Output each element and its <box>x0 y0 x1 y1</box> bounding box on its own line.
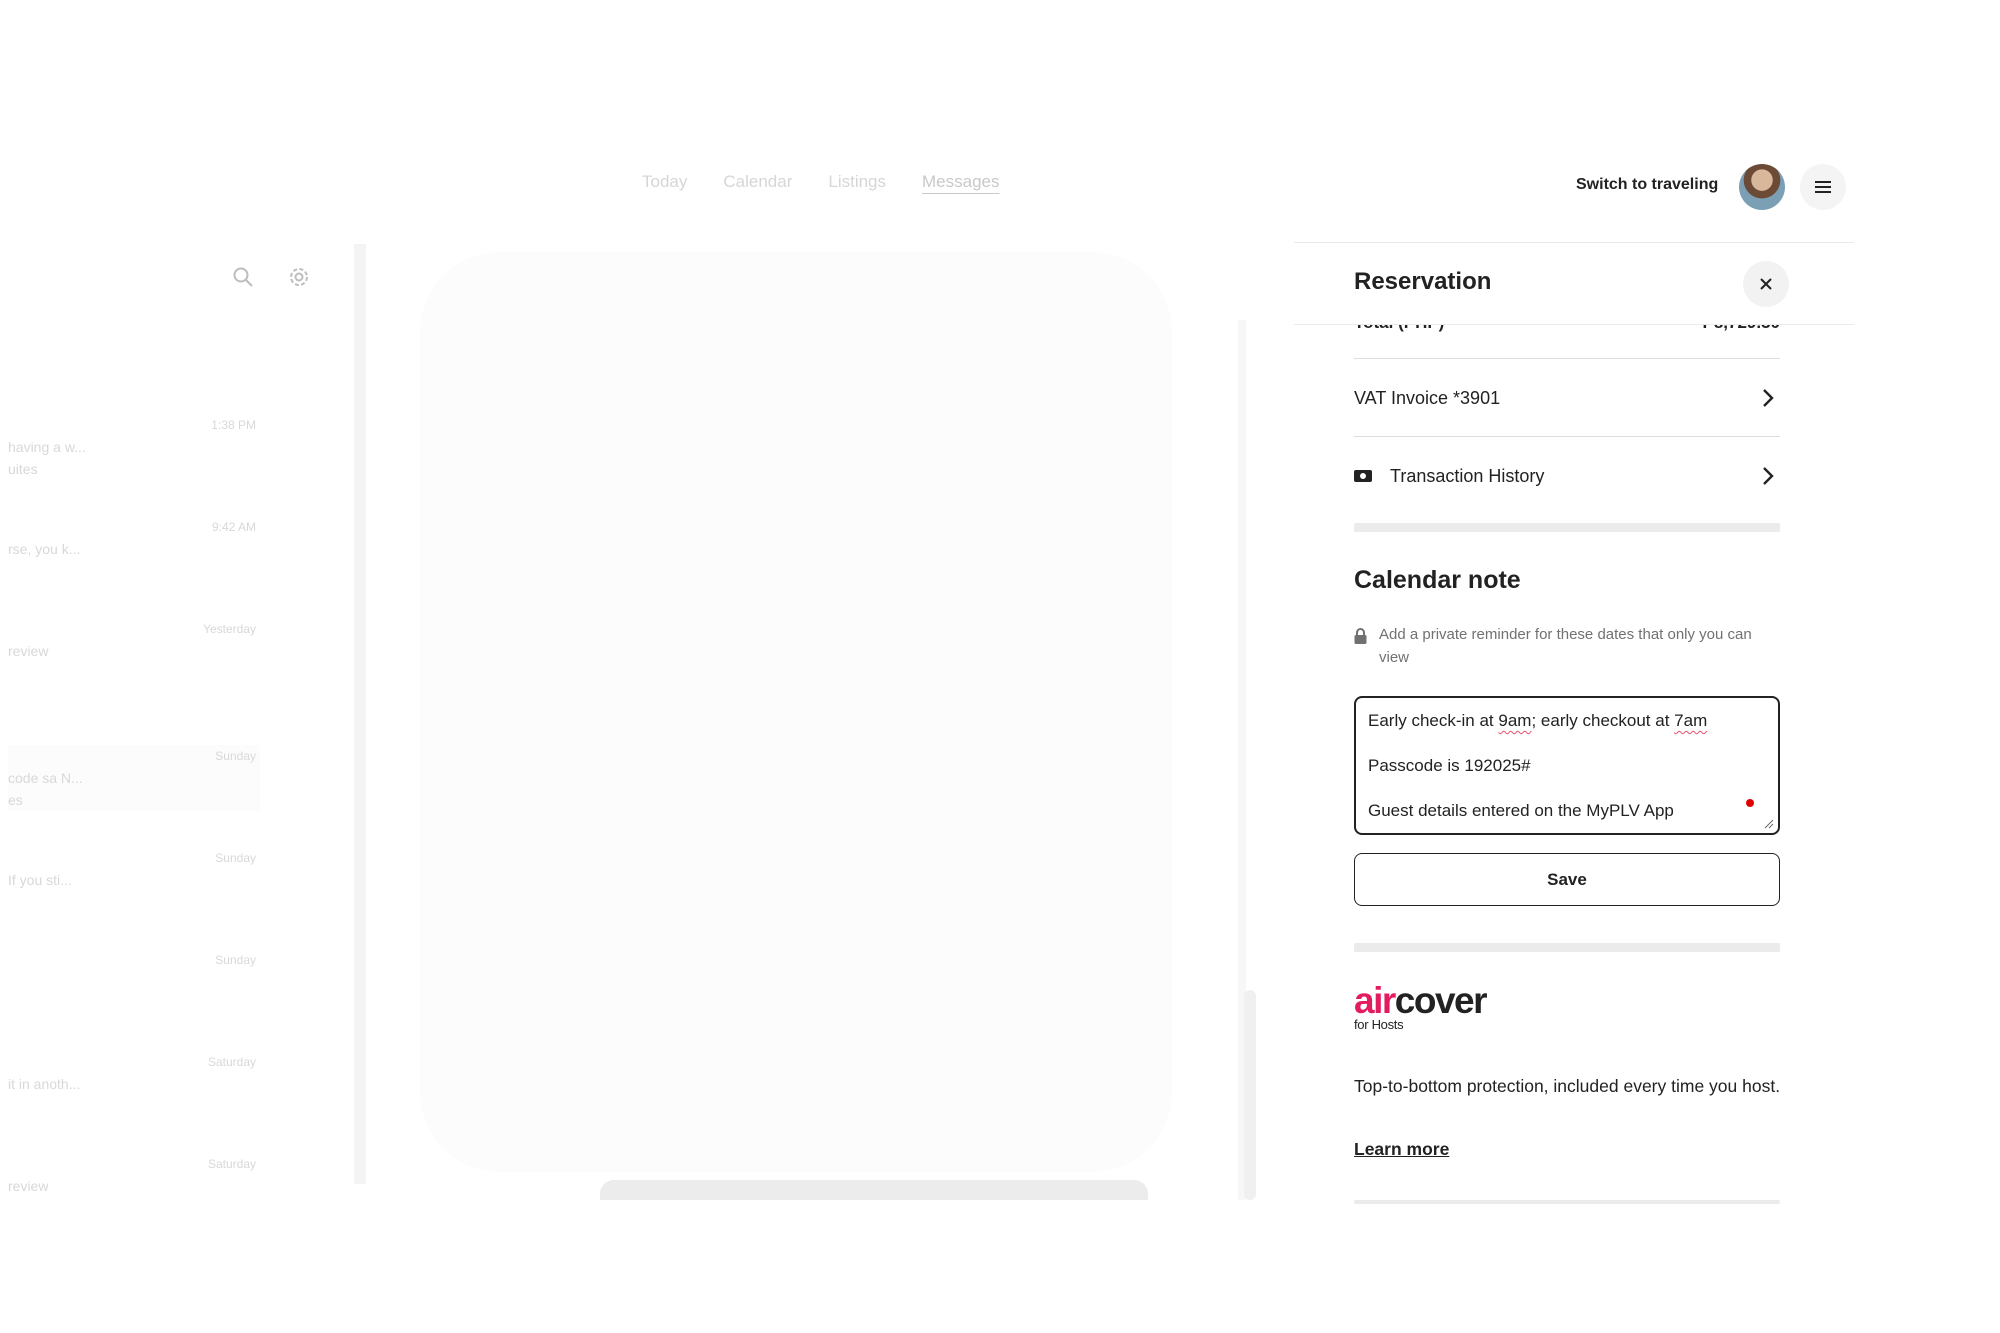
hamburger-menu-icon <box>1814 180 1832 194</box>
list-item[interactable]: 9:42 AM rse, you k... <box>8 520 256 557</box>
close-icon <box>1759 277 1773 291</box>
tab-listings[interactable]: Listings <box>828 172 887 191</box>
panel-title: Reservation <box>1354 268 1492 295</box>
switch-to-traveling-button[interactable]: Switch to traveling <box>1576 176 1719 193</box>
learn-more-link[interactable]: Learn more <box>1354 1139 1450 1159</box>
note-text: ; early checkout at <box>1531 711 1675 730</box>
private-note-hint <box>1354 623 1780 669</box>
close-button[interactable] <box>1743 261 1789 307</box>
note-text: 9am <box>1498 711 1532 730</box>
avatar[interactable] <box>1739 164 1785 210</box>
vat-invoice-label: VAT Invoice *3901 <box>1354 387 1501 408</box>
aircover-logo-sub: for Hosts <box>1354 1017 1404 1032</box>
panel-header <box>1294 243 1854 325</box>
resize-handle-icon[interactable] <box>1762 817 1774 829</box>
note-text: 7am <box>1674 711 1708 730</box>
message-list-toolbar <box>232 266 310 288</box>
note-text: Passcode is 192025# <box>1368 756 1531 775</box>
save-button[interactable]: Save <box>1354 853 1780 906</box>
note-text: Guest details entered on the MyPLV App <box>1368 801 1674 820</box>
menu-button[interactable] <box>1800 164 1846 210</box>
section-divider <box>1354 1200 1780 1204</box>
aircover-logo <box>1354 980 1486 1032</box>
tab-messages[interactable]: Messages <box>922 172 1000 191</box>
protection-text: Top-to-bottom protection, included every time you host. <box>1354 1076 1781 1096</box>
list-item[interactable]: Saturday it in anoth... <box>8 1055 256 1092</box>
composer-placeholder <box>600 1180 1148 1200</box>
conversation-scrollbar[interactable] <box>1244 990 1256 1200</box>
top-nav <box>642 172 1000 192</box>
search-icon[interactable] <box>232 266 254 288</box>
money-icon <box>1354 469 1372 483</box>
list-item[interactable]: Sunday code sa N... es <box>8 745 260 811</box>
gear-icon[interactable] <box>288 266 310 288</box>
aircover-logo-air: air <box>1354 980 1395 1021</box>
section-divider <box>1354 523 1780 532</box>
chevron-right-icon <box>1762 388 1774 408</box>
tab-calendar[interactable]: Calendar <box>723 172 793 191</box>
tab-today[interactable]: Today <box>642 172 688 191</box>
list-item[interactable]: 1:38 PM having a w... uites <box>8 418 256 477</box>
transaction-history-label: Transaction History <box>1390 465 1545 486</box>
lock-icon <box>1354 628 1367 644</box>
reservation-panel <box>1294 242 1854 1242</box>
list-item[interactable]: Saturday review <box>8 1157 256 1194</box>
calendar-note-title: Calendar note <box>1354 566 1521 594</box>
aircover-logo-cover: cover <box>1394 980 1486 1021</box>
conversation-placeholder <box>420 252 1172 1172</box>
private-note-text: Add a private reminder for these dates that only you can view <box>1379 626 1752 666</box>
vat-invoice-row[interactable] <box>1354 378 1780 418</box>
chevron-right-icon <box>1762 466 1774 486</box>
note-text: Early check-in at <box>1368 711 1499 730</box>
divider <box>1354 358 1780 359</box>
list-item[interactable]: Sunday If you sti... <box>8 851 256 888</box>
transaction-history-row[interactable] <box>1354 456 1780 496</box>
list-item[interactable]: Yesterday review <box>8 622 256 659</box>
notification-dot <box>1746 799 1754 807</box>
section-divider <box>1354 943 1780 952</box>
calendar-note-textarea[interactable] <box>1354 696 1780 835</box>
list-scrollbar[interactable] <box>354 244 366 1184</box>
list-item[interactable]: Sunday <box>215 953 256 967</box>
divider <box>1354 436 1780 437</box>
